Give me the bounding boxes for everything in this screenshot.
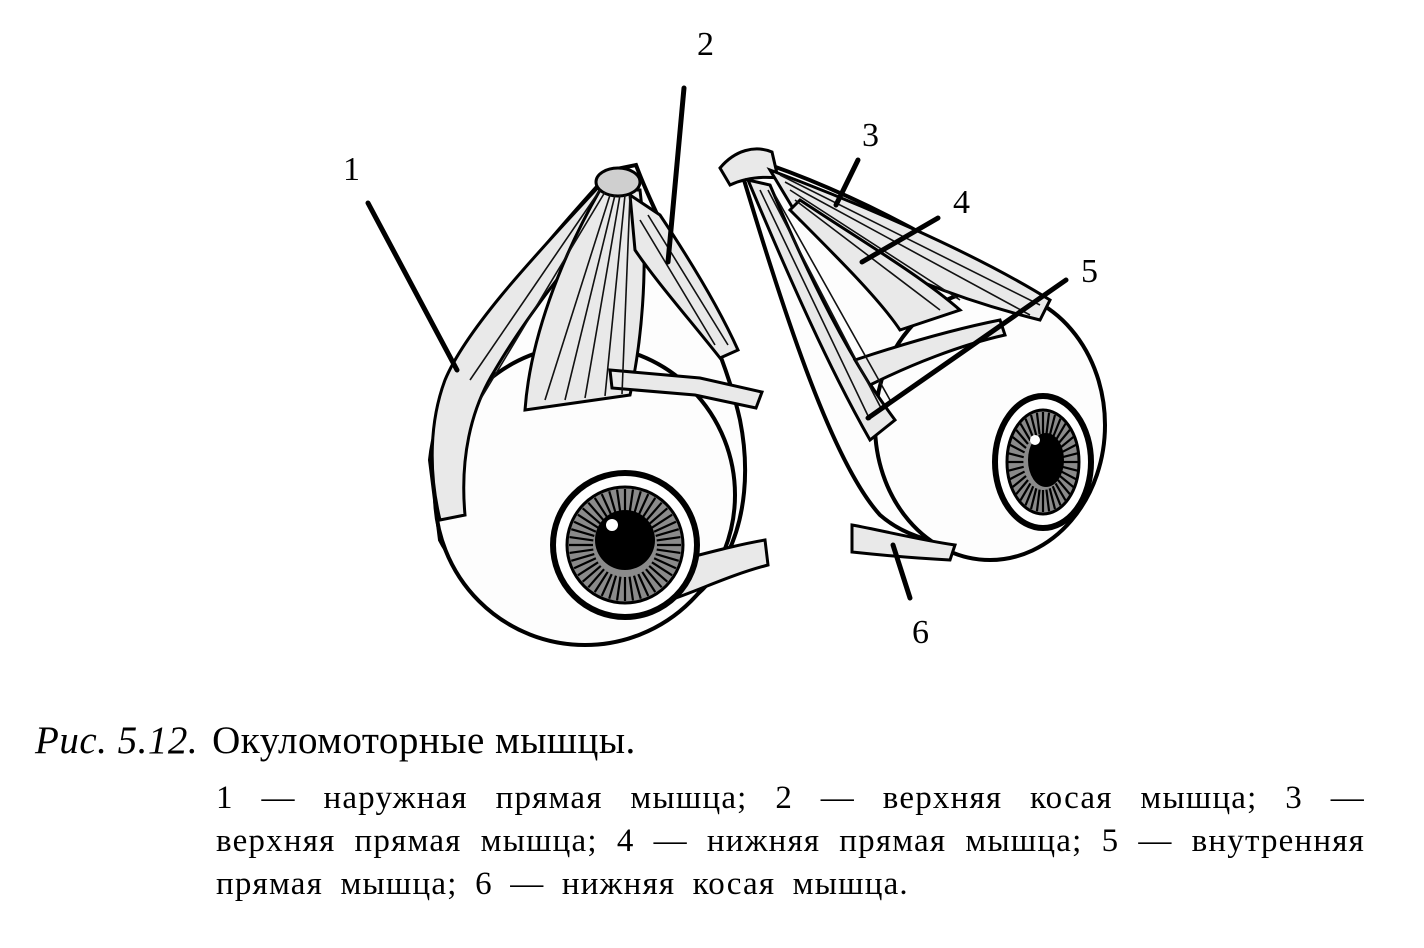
- leader-line-2: [668, 88, 684, 262]
- caption-heading: [35, 718, 1365, 763]
- left-eyeball: [430, 165, 768, 645]
- left-pupil: [595, 510, 655, 570]
- figure-label: Рис. 5.12.: [35, 719, 199, 762]
- callout-5: 5: [1081, 253, 1098, 290]
- callout-1: 1: [343, 151, 360, 188]
- callout-2: 2: [697, 26, 714, 63]
- leader-line-1: [368, 203, 457, 370]
- callout-4: 4: [953, 184, 970, 221]
- callout-6: 6: [912, 614, 929, 651]
- right-eyeball: [720, 149, 1105, 560]
- callout-3: 3: [862, 117, 879, 154]
- figure-title: Окуломоторные мышцы.: [212, 719, 636, 762]
- figure-caption: [35, 718, 1365, 906]
- figure-legend: 1 — наружная прямая мышца; 2 — верхняя косая мышца; 3 — верхняя прямая мышца; 4 — нижняя прямая мышца; 5 — внутренняя прямая мышца; 6 — нижняя косая мышца.: [216, 780, 1365, 902]
